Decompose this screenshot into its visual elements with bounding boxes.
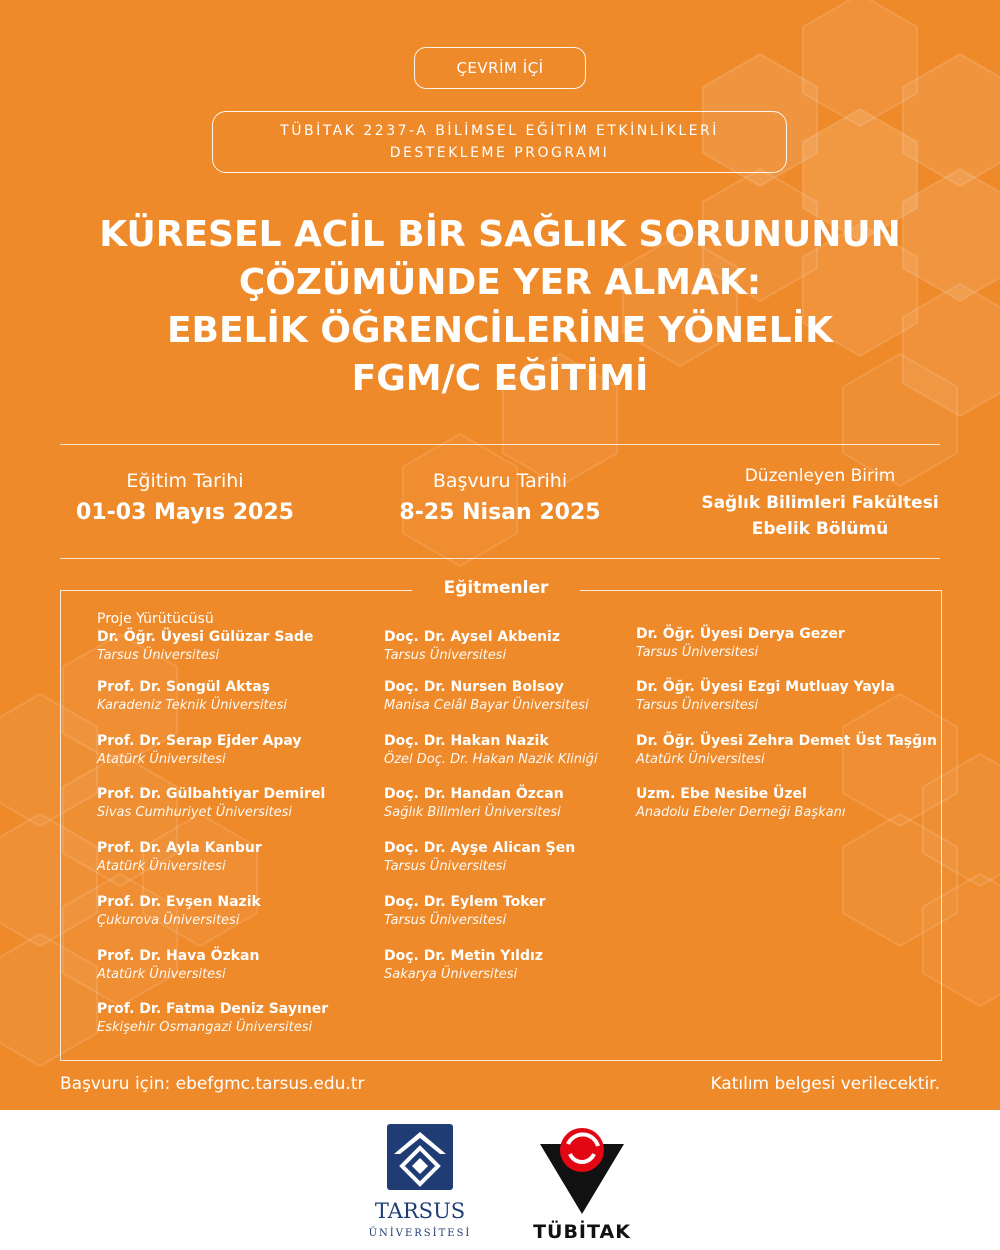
title-line: ÇÖZÜMÜNDE YER ALMAK: [238,262,762,303]
organizer-line-2: Ebelik Bölümü [751,519,889,539]
instructor [97,838,397,876]
instructor-institution: Karadeniz Teknik Üniversitesi [97,698,288,713]
title-line: EBELİK ÖĞRENCİLERİNE YÖNELİK [166,310,834,351]
certificate-note: Katılım belgesi verilecektir. [710,1074,940,1094]
instructor [97,731,397,769]
instructor [636,731,936,769]
instructor-institution: Tarsus Üniversitesi [384,648,507,663]
instructor [97,611,397,665]
instructor [97,946,397,984]
training-date [45,470,325,525]
instructor-institution: Eskişehir Osmangazi Üniversitesi [97,1020,313,1035]
online-badge: ÇEVRİM İÇİ [414,47,586,89]
instructor-institution: Atatürk Üniversitesi [97,752,226,767]
instructor [384,892,684,930]
instructor-institution: Sakarya Üniversitesi [384,967,518,982]
instructor-name: Prof. Dr. Ayla Kanbur [97,840,262,856]
instructor [636,677,936,715]
application-url[interactable]: Başvuru için: ebefgmc.tarsus.edu.tr [60,1074,365,1094]
instructor-institution: Sivas Cumhuriyet Üniversitesi [97,805,293,820]
instructor-name: Doç. Dr. Handan Özcan [384,786,564,802]
instructor-name: Doç. Dr. Ayşe Alican Şen [384,840,576,856]
tarsus-logo-subtitle: ÜNİVERSİTESİ [368,1228,472,1239]
program-line-2: DESTEKLEME PROGRAMI [389,145,610,161]
instructor-name: Dr. Öğr. Üyesi Ezgi Mutluay Yayla [636,679,895,695]
tubitak-logo-name: TÜBİTAK [533,1221,631,1243]
instructor-role: Proje Yürütücüsü [97,611,214,627]
organizer-line-1: Sağlık Bilimleri Fakültesi [701,493,939,513]
instructor [97,784,397,822]
instructor-institution: Sağlık Bilimleri Üniversitesi [384,805,561,820]
logo-strip [0,1110,1000,1250]
instructor-name: Doç. Dr. Aysel Akbeniz [384,629,560,645]
organizer-label: Düzenleyen Birim [744,466,896,486]
instructor [636,624,936,662]
instructor-institution: Atatürk Üniversitesi [97,967,226,982]
instructor-name: Prof. Dr. Hava Özkan [97,948,260,964]
instructor-institution: Manisa Celâl Bayar Üniversitesi [384,698,589,713]
instructor [97,999,397,1037]
training-date-value: 01-03 Mayıs 2025 [76,500,294,525]
instructor [636,784,936,822]
divider-top [60,444,940,445]
instructor-institution: Özel Doç. Dr. Hakan Nazik Kliniği [384,752,598,767]
program-box [212,111,787,173]
instructor [97,892,397,930]
title-line: FGM/C EĞİTİMİ [351,358,649,399]
program-line-1: TÜBİTAK 2237-A BİLİMSEL EĞİTİM ETKİNLİKLERİ [280,123,719,139]
instructor-name: Prof. Dr. Songül Aktaş [97,679,270,695]
application-date-label: Başvuru Tarihi [432,470,568,492]
instructor-name: Dr. Öğr. Üyesi Derya Gezer [636,626,845,642]
application-date-value: 8-25 Nisan 2025 [399,500,601,525]
main-title [40,211,960,403]
instructor [384,946,684,984]
instructor-institution: Tarsus Üniversitesi [636,645,759,660]
tarsus-university-logo [360,1124,480,1244]
instructor-institution: Tarsus Üniversitesi [97,648,220,663]
instructor-name: Doç. Dr. Nursen Bolsoy [384,679,564,695]
instructor-institution: Tarsus Üniversitesi [384,859,507,874]
instructor-name: Doç. Dr. Hakan Nazik [384,733,549,749]
instructor-name: Uzm. Ebe Nesibe Üzel [636,786,807,802]
instructor-institution: Tarsus Üniversitesi [384,913,507,928]
divider-middle [60,558,940,559]
title-line: KÜRESEL ACİL BİR SAĞLIK SORUNUNUN [99,214,901,255]
instructor-name: Dr. Öğr. Üyesi Gülüzar Sade [97,629,314,645]
instructor-institution: Tarsus Üniversitesi [636,698,759,713]
tubitak-logo [522,1122,642,1246]
instructor-name: Doç. Dr. Eylem Toker [384,894,546,910]
instructors-heading: Eğitmenler [443,578,549,598]
instructor-name: Prof. Dr. Serap Ejder Apay [97,733,302,749]
instructor-name: Prof. Dr. Gülbahtiyar Demirel [97,786,326,802]
instructor-name: Dr. Öğr. Üyesi Zehra Demet Üst Taşğın [636,733,937,749]
instructor [384,838,684,876]
instructor-institution: Anadolu Ebeler Derneği Başkanı [636,805,846,820]
application-date [360,470,640,525]
organizer [680,466,960,542]
instructor [97,677,397,715]
instructor-institution: Çukurova Üniversitesi [97,913,240,928]
instructor-name: Prof. Dr. Evşen Nazik [97,894,261,910]
training-date-label: Eğitim Tarihi [126,470,244,492]
instructor-institution: Atatürk Üniversitesi [97,859,226,874]
hexagon [803,0,917,126]
instructor-name: Prof. Dr. Fatma Deniz Sayıner [97,1001,329,1017]
instructor-name: Doç. Dr. Metin Yıldız [384,948,543,964]
tarsus-logo-name: TARSUS [374,1199,466,1223]
instructor-institution: Atatürk Üniversitesi [636,752,765,767]
